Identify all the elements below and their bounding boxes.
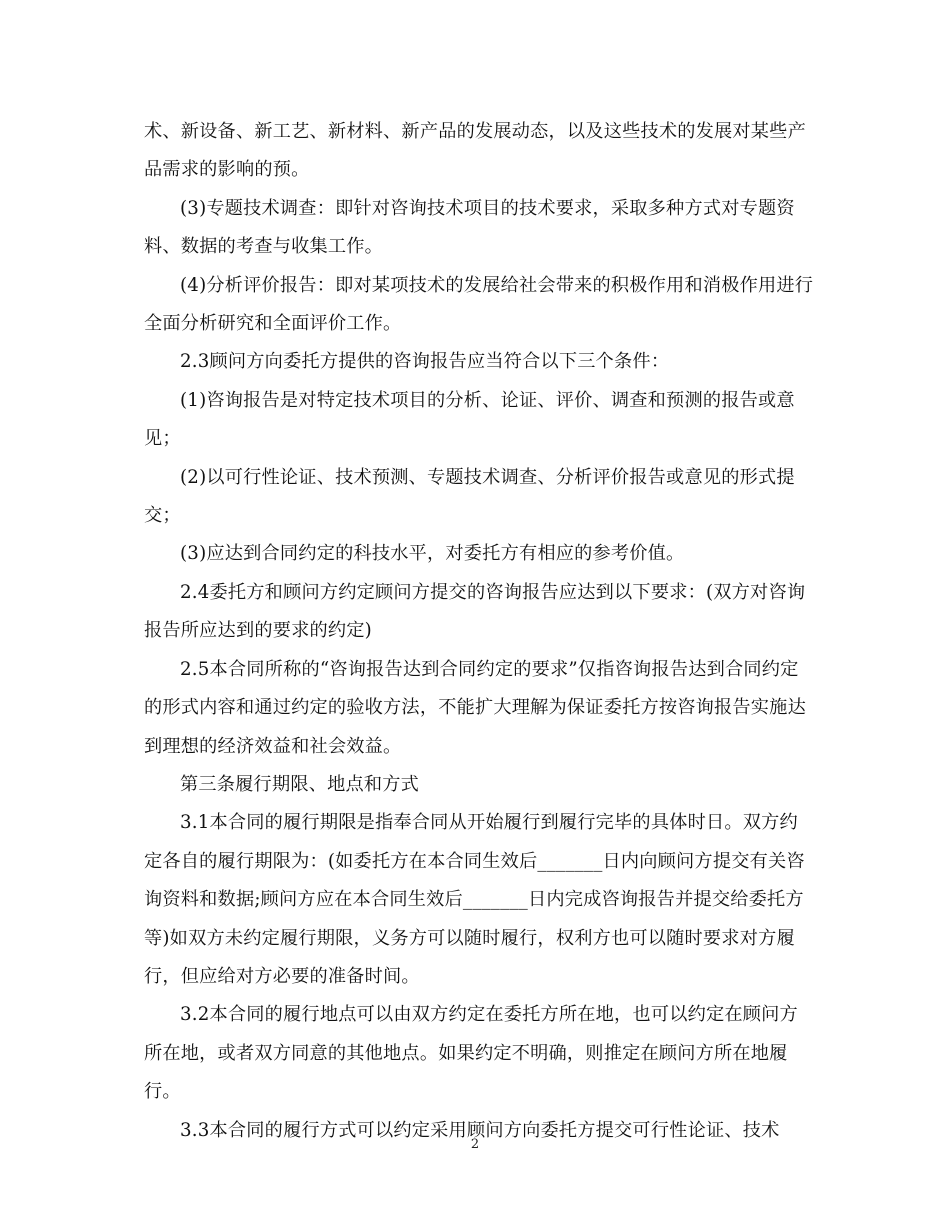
paragraph-13: 3.3本合同的履行方式可以约定采用顾问方向委托方提交可行性论证、技术 [180,1119,780,1141]
paragraph-6: (2)以可行性论证、技术预测、专题技术调查、分析评价报告或意见的形式提交； [144,466,795,527]
paragraph-7: (3)应达到合同约定的科技水平，对委托方有相应的参考价值。 [180,543,685,565]
paragraph-1: 术、新设备、新工艺、新材料、新产品的发展动态，以及这些技术的发展对某些产品需求的影响的预。 [144,121,806,181]
section-heading: 第三条履行期限、地点和方式 [180,773,420,795]
document-body [144,113,814,1150]
paragraph-5: (1)咨询报告是对特定技术项目的分析、论证、评价、调查和预测的报告或意见； [144,389,795,450]
page-number: 2 [470,1137,480,1152]
paragraph-9: 2.5本合同所称的“咨询报告达到合同约定的要求”仅指咨询报告达到合同约定的形式内容和通过约定的验收方法，不能扩大理解为保证委托方按咨询报告实施达到理想的经济效益和社会效益。 [144,658,806,757]
paragraph-11: 3.1本合同的履行期限是指奉合同从开始履行到履行完毕的具体时日。双方约定各自的履行期限为：(如委托方在本合同生效后_______日内向顾问方提交有关咨询资料和数据;顾问方应在本合同生效后_______日内完成咨询报告并提交给委托方等)如双方未约定履行期限，义务方可以随时履行，权利方也可以随时要求对方履行，但应给对方必要的准备时间。 [144,812,805,987]
paragraph-12: 3.2本合同的履行地点可以由双方约定在委托方所在地，也可以约定在顾问方所在地，或者双方同意的其他地点。如果约定不明确，则推定在顾问方所在地履行。 [144,1004,798,1103]
paragraph-2: (3)专题技术调查：即针对咨询技术项目的技术要求，采取多种方式对专题资料、数据的考查与收集工作。 [144,197,795,258]
paragraph-4: 2.3顾问方向委托方提供的咨询报告应当符合以下三个条件： [180,351,670,373]
paragraph-3: (4)分析评价报告：即对某项技术的发展给社会带来的积极作用和消极作用进行全面分析研究和全面评价工作。 [144,274,814,335]
paragraph-8: 2.4委托方和顾问方约定顾问方提交的咨询报告应达到以下要求：(双方对咨询报告所应达到的要求的约定) [144,581,806,642]
